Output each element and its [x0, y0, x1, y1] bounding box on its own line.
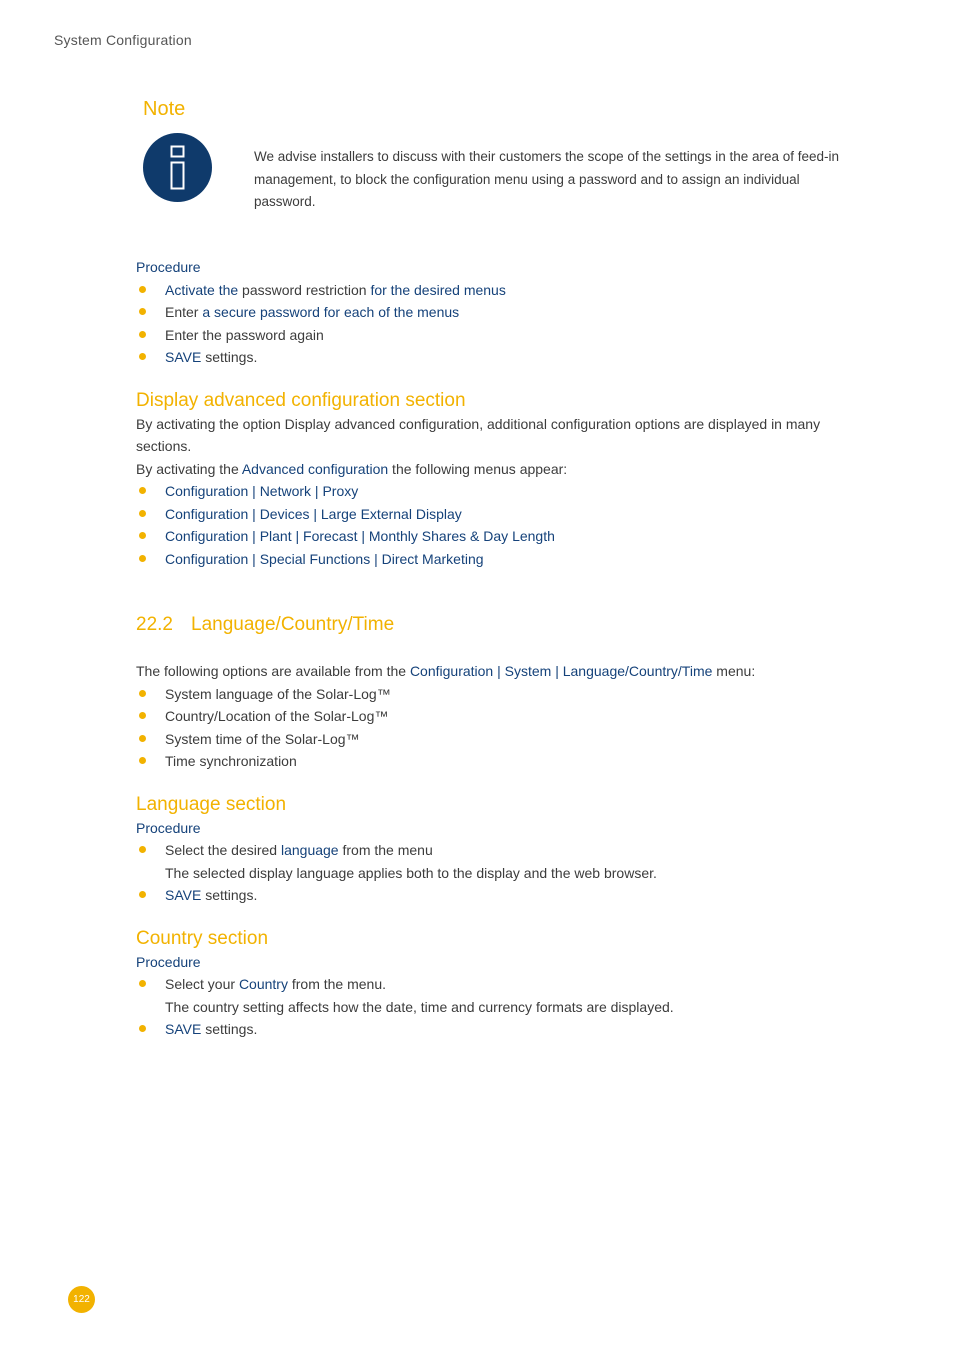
- list-item: Configuration | Plant | Forecast | Monthly Shares & Day Length: [136, 525, 866, 548]
- page-number-badge: 122: [68, 1286, 95, 1313]
- bullet-icon: [139, 846, 146, 853]
- advanced-para: By activating the option Display advanced configuration, additional configuration options are displayed in many sections.: [136, 415, 821, 454]
- bullet-icon: [139, 286, 146, 293]
- chapter-title: Language/Country/Time: [191, 614, 395, 635]
- list-item: Select your Country from the menu.: [136, 973, 866, 996]
- list-item: Country/Location of the Solar-Log™: [136, 705, 866, 728]
- procedure-list: [136, 279, 866, 369]
- list-item: Activate the password restriction for the desired menus: [136, 279, 866, 302]
- list-item: SAVE settings.: [136, 884, 866, 907]
- list-item: System language of the Solar-Log™: [136, 683, 866, 706]
- section-heading-language: Language section: [136, 793, 287, 815]
- country-steps: [136, 973, 866, 996]
- bullet-icon: [139, 891, 146, 898]
- running-header: System Configuration: [54, 32, 192, 48]
- note-text: We advise installers to discuss with their customers the scope of the settings in the area of feed-in management, to block the configuration menu using a password and to assign an individual password.: [254, 149, 840, 209]
- list-item: Enter a secure password for each of the menus: [136, 301, 866, 324]
- procedure-label: Procedure: [136, 259, 201, 275]
- list-item: System time of the Solar-Log™: [136, 728, 866, 751]
- advanced-para: By activating the Advanced configuration the following menus appear:: [136, 460, 568, 477]
- bullet-icon: [139, 690, 146, 697]
- section-heading-country: Country section: [136, 927, 269, 949]
- list-item: SAVE settings.: [136, 346, 866, 369]
- bullet-icon: [139, 735, 146, 742]
- list-item: Enter the password again: [136, 324, 866, 347]
- list-item: Select the desired language from the menu: [136, 839, 866, 862]
- list-item: Time synchronization: [136, 750, 866, 773]
- list-item: Configuration | Network | Proxy: [136, 480, 866, 503]
- chapter-intro: The following options are available from the Configuration | System | Language/Country/Time menu:: [136, 663, 756, 679]
- language-steps: [136, 839, 866, 862]
- language-steps: [136, 884, 866, 907]
- bullet-icon: [139, 532, 146, 539]
- chapter-number: 22.2: [136, 614, 173, 635]
- info-icon: [143, 133, 212, 202]
- list-item: Configuration | Special Functions | Direct Marketing: [136, 548, 866, 571]
- bullet-icon: [139, 1025, 146, 1032]
- bullet-icon: [139, 980, 146, 987]
- step-note: The country setting affects how the date, time and currency formats are displayed.: [165, 998, 674, 1015]
- note-title: Note: [143, 98, 186, 120]
- list-item: Configuration | Devices | Large External Display: [136, 503, 866, 526]
- list-item: SAVE settings.: [136, 1018, 866, 1041]
- bullet-icon: [139, 712, 146, 719]
- advanced-menu-list: [136, 480, 866, 570]
- procedure-label: Procedure: [136, 953, 201, 970]
- section-heading-advanced: Display advanced configuration section: [136, 389, 466, 411]
- options-list: [136, 683, 866, 773]
- bullet-icon: [139, 757, 146, 764]
- bullet-icon: [139, 487, 146, 494]
- bullet-icon: [139, 353, 146, 360]
- main-content: [136, 256, 866, 1041]
- country-steps: [136, 1018, 866, 1041]
- chapter-heading: [136, 613, 866, 637]
- bullet-icon: [139, 308, 146, 315]
- step-note: The selected display language applies both to the display and the web browser.: [165, 864, 657, 881]
- bullet-icon: [139, 555, 146, 562]
- bullet-icon: [139, 510, 146, 517]
- bullet-icon: [139, 331, 146, 338]
- procedure-label: Procedure: [136, 819, 201, 836]
